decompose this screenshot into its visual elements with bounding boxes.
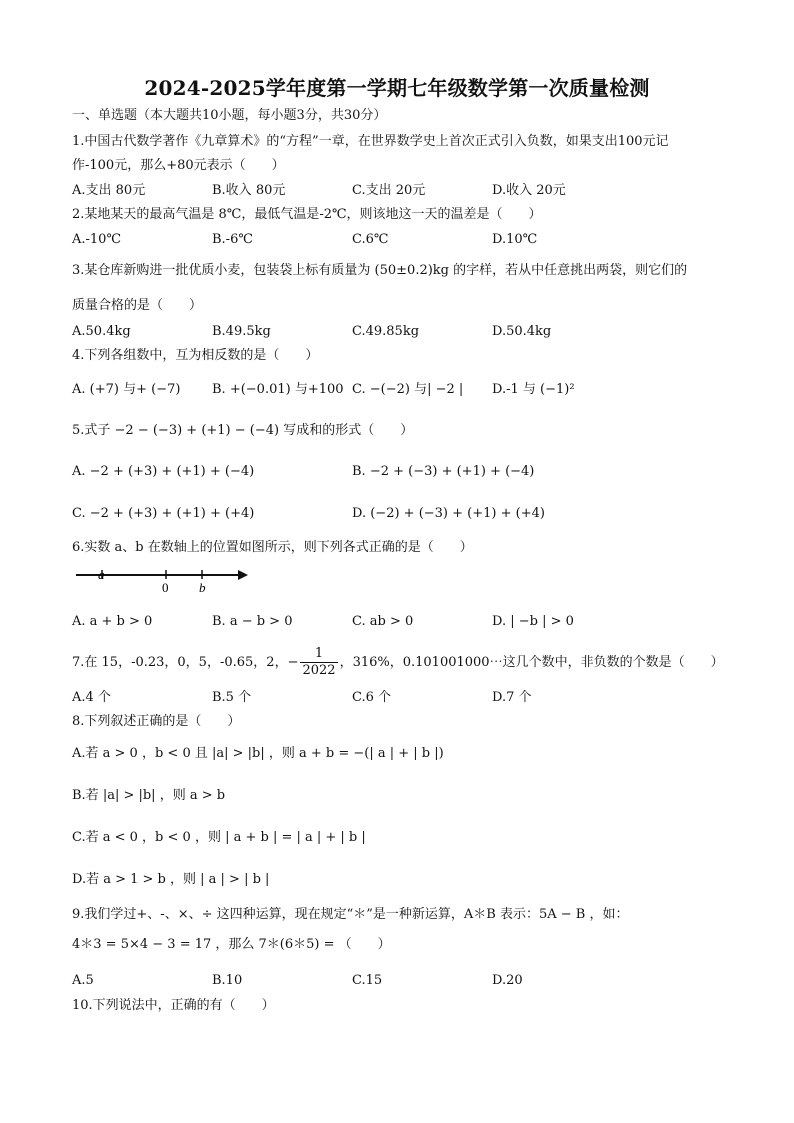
question-7-text — [72, 646, 724, 679]
q6-option-d: D. | −b | > 0 — [492, 614, 574, 629]
q2-option-a: A.-10℃ — [72, 232, 121, 247]
q3-option-b: B.49.5kg — [212, 324, 271, 339]
q5-option-b: B. −2 + (−3) + (+1) + (−4) — [352, 464, 535, 479]
q3-option-a: A.50.4kg — [72, 324, 131, 339]
q3-option-d: D.50.4kg — [492, 324, 552, 339]
question-6-text: 6.实数 a、b 在数轴上的位置如图所示，则下列各式正确的是（ ） — [72, 540, 473, 555]
question-1-text-cont: 作-100元，那么+80元表示（ ） — [72, 158, 285, 173]
q7-prefix: 7.在 15，-0.23，0，5，-0.65，2，− — [72, 655, 299, 670]
q2-option-c: C.6℃ — [352, 232, 389, 247]
q7-option-a: A.4 个 — [72, 690, 111, 705]
q7-fraction-denominator: 2022 — [302, 663, 336, 678]
question-10-text: 10.下列说法中，正确的有（ ） — [72, 998, 275, 1013]
q8-option-a: A.若 a > 0 ，b < 0 且 |a| > |b| ，则 a + b = −(| a | + | b |) — [72, 746, 444, 761]
question-1-text: 1.中国古代数学著作《九章算术》的“方程”一章，在世界数学史上首次正式引入负数，如果支出100元记 — [72, 134, 669, 149]
q4-option-a: A. (+7) 与+ (−7) — [72, 382, 181, 397]
q4-option-b: B. +(−0.01) 与+100 — [212, 382, 344, 397]
q7-option-d: D.7 个 — [492, 690, 532, 705]
number-line-label-zero: 0 — [162, 580, 169, 595]
number-line-figure — [72, 565, 252, 595]
q2-option-d: D.10℃ — [492, 232, 538, 247]
q4-option-c: C. −(−2) 与| −2 | — [352, 382, 464, 397]
q5-option-c: C. −2 + (+3) + (+1) + (+4) — [72, 506, 255, 521]
q6-option-c: C. ab > 0 — [352, 614, 414, 629]
number-line-arrow — [238, 570, 248, 580]
q9-option-c: C.15 — [352, 973, 383, 988]
question-4-text: 4.下列各组数中，互为相反数的是（ ） — [72, 348, 319, 363]
q7-fraction-numerator: 1 — [300, 646, 337, 663]
q9-option-d: D.20 — [492, 973, 523, 988]
q7-option-b: B.5 个 — [212, 690, 252, 705]
q1-option-b: B.收入 80元 — [212, 183, 286, 198]
q9-option-a: A.5 — [72, 973, 94, 988]
number-line-label-a: a — [98, 567, 105, 582]
question-2-text: 2.某地某天的最高气温是 8℃，最低气温是-2℃，则该地这一天的温差是（ ） — [72, 207, 542, 222]
q1-option-c: C.支出 20元 — [352, 183, 426, 198]
q8-option-d: D.若 a > 1 > b ，则 | a | > | b | — [72, 872, 270, 887]
q2-option-b: B.-6℃ — [212, 232, 253, 247]
question-3-text-cont: 质量合格的是（ ） — [72, 298, 203, 313]
question-5-text: 5.式子 −2 − (−3) + (+1) − (−4) 写成和的形式（ ） — [72, 423, 414, 438]
q6-option-a: A. a + b > 0 — [72, 614, 153, 629]
question-3-text: 3.某仓库新购进一批优质小麦，包装袋上标有质量为 (50±0.2)kg 的字样，若从中任意挑出两袋，则它们的 — [72, 263, 688, 278]
page-title: 2024-2025学年度第一学期七年级数学第一次质量检测 — [144, 76, 650, 100]
q5-option-d: D. (−2) + (−3) + (+1) + (+4) — [352, 506, 545, 521]
q7-fraction — [300, 646, 337, 679]
q6-option-b: B. a − b > 0 — [212, 614, 293, 629]
number-line-label-b: b — [199, 580, 206, 595]
q4-option-d: D.-1 与 (−1)² — [492, 382, 575, 397]
q9-option-b: B.10 — [212, 973, 243, 988]
q1-option-a: A.支出 80元 — [72, 183, 146, 198]
q5-option-a: A. −2 + (+3) + (+1) + (−4) — [72, 464, 255, 479]
q7-option-c: C.6 个 — [352, 690, 392, 705]
q8-option-b: B.若 |a| > |b| ，则 a > b — [72, 788, 226, 803]
question-8-text: 8.下列叙述正确的是（ ） — [72, 714, 241, 729]
q8-option-c: C.若 a < 0 ，b < 0 ，则 | a + b | = | a | + | b | — [72, 830, 366, 845]
q1-option-d: D.收入 20元 — [492, 183, 566, 198]
question-9-text-cont: 4＊3 = 5×4 − 3 = 17 ，那么 7＊(6＊5) = （ ） — [72, 937, 391, 952]
q3-option-c: C.49.85kg — [352, 324, 420, 339]
section-heading: 一、单选题（本大题共10小题，每小题3分，共30分） — [72, 108, 387, 123]
q7-suffix: ，316%，0.101001000⋯这几个数中，非负数的个数是（ ） — [339, 655, 724, 670]
question-9-text: 9.我们学过+、-、×、÷ 这四种运算，现在规定“＊”是一种新运算，A＊B 表示：5A − B ，如： — [72, 907, 629, 922]
